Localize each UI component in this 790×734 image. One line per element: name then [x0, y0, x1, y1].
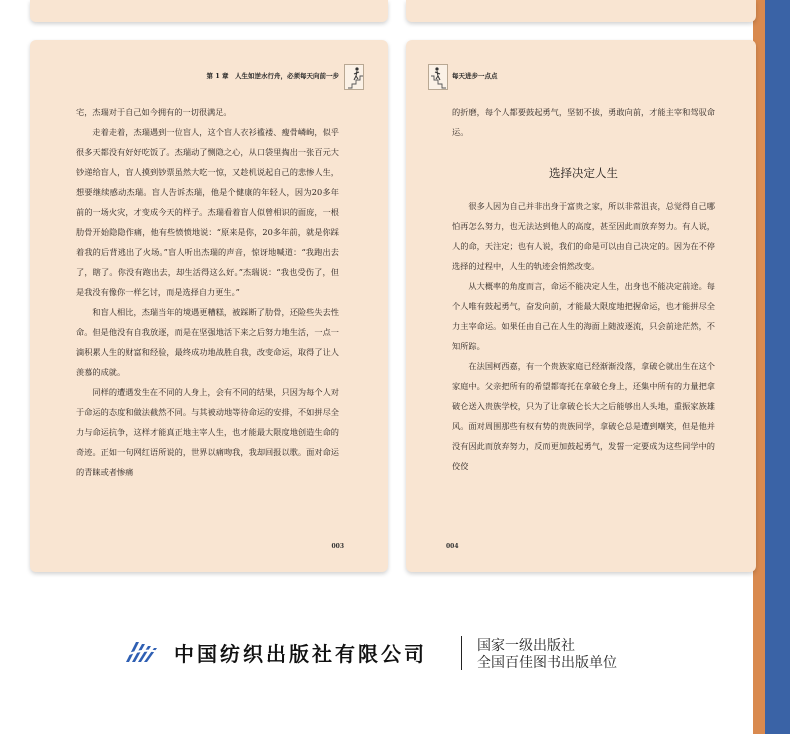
climbing-figure-icon: [428, 64, 448, 90]
page-number: 004: [446, 543, 459, 550]
paragraph: 宅，杰瑞对于自己如今拥有的一切很满足。: [76, 107, 232, 117]
book-edge-blue-strip: [765, 0, 790, 734]
climbing-figure-icon: [344, 64, 364, 90]
divider: [461, 636, 462, 670]
paragraph: 从大概率的角度而言，命运不能决定人生，出身也不能决定前途。每个人唯有鼓起勇气，奋发向前，才能最大限度地把握命运，也才能拼尽全力主宰命运。如果任由自己在人生的海面上随波逐流，只会前途茫然，不知所踪。: [452, 281, 715, 351]
publisher-tagline: 国家一级出版社: [477, 638, 575, 654]
publisher-logo-icon: [124, 638, 160, 666]
paragraph: 的折磨，每个人都要鼓起勇气，坚韧不拔，勇敢向前，才能主宰和驾驭命运。: [452, 107, 715, 137]
publisher-name: 中国纺织出版社有限公司: [174, 642, 427, 666]
page-body-text: [76, 102, 339, 482]
paragraph: 和盲人相比，杰瑞当年的境遇更糟糕，被踩断了肋骨，还险些失去性命。但是他没有自我放逐，而是在坚强地活下来之后努力地生活，一点一滴积累人生的财富和经验，最终成功地战胜自我，改变命运，取得了让人羡慕的成就。: [76, 307, 339, 377]
running-head: 每天进步一点点: [452, 72, 498, 80]
paragraph: 在法国柯西嘉，有一个贵族家庭已经渐渐没落，拿破仑就出生在这个家庭中。父亲把所有的希望都寄托在拿破仑身上，还集中所有的力量把拿破仑送入贵族学校，只为了让拿破仑长大之后能够出人头地，重振家族雄风。面对周围那些有权有势的贵族同学，拿破仑总是遭到嘲笑，但是他并没有因此而放弃努力，反而更加鼓起勇气，发誓一定要成为这些同学中的佼佼: [452, 361, 715, 471]
paragraph: 走着走着，杰瑞遇到一位盲人，这个盲人衣衫褴褛、瘦骨嶙峋，似乎很多天都没有好好吃饭了。杰瑞动了恻隐之心，从口袋里掏出一张百元大钞递给盲人，盲人摸到钞票虽然大吃一惊，又趁机说起自己的悲惨人生，想要继续感动杰瑞。盲人告诉杰瑞，他是个健康的年轻人，因为20多年前的一场火灾，才变成今天的样子。杰瑞看着盲人似曾相识的面庞，一根肋骨开始隐隐作痛，他有些愤愤地说：“原来是你，20多年前，就是你踩着我的后背逃出了火场。”盲人听出杰瑞的声音，惊讶地喊道：“我跑出去了，瞎了。你没有跑出去，却生活得这么好。”杰瑞说：“我也受伤了，但是我没有像你一样乞讨，而是选择自力更生。”: [76, 127, 339, 297]
previous-page-right-edge: [406, 0, 756, 22]
page-body-text: [452, 102, 715, 476]
paragraph: 同样的遭遇发生在不同的人身上，会有不同的结果，只因为每个人对于命运的态度和做法截然不同。与其被动地等待命运的安排，不如拼尽全力与命运抗争，这样才能真正地主宰人生，也才能最大限度地创造生命的奇迹。正如一句网红语所说的，世界以痛吻我，我却回报以歌。面对命运的青睐或者惨痛: [76, 387, 339, 477]
section-title: 选择决定人生: [549, 166, 618, 180]
page-number: 003: [331, 543, 344, 550]
book-page-left: [30, 40, 388, 572]
running-head: 第 1 章 人生如逆水行舟，必须每天向前一步: [206, 72, 339, 80]
paragraph: 很多人因为自己并非出身于富贵之家，所以非常沮丧，总觉得自己哪怕再怎么努力，也无法达到他人的高度，甚至因此而放弃努力。有人说，人的命，天注定；也有人说，我们的命是可以由自己决定的。因为在不停选择的过程中，人生的轨迹会悄然改变。: [452, 201, 715, 271]
previous-page-left-edge: [30, 0, 388, 22]
publisher-band: [124, 634, 644, 674]
book-page-right: [406, 40, 756, 572]
publisher-tagline: 全国百佳图书出版单位: [477, 655, 617, 671]
